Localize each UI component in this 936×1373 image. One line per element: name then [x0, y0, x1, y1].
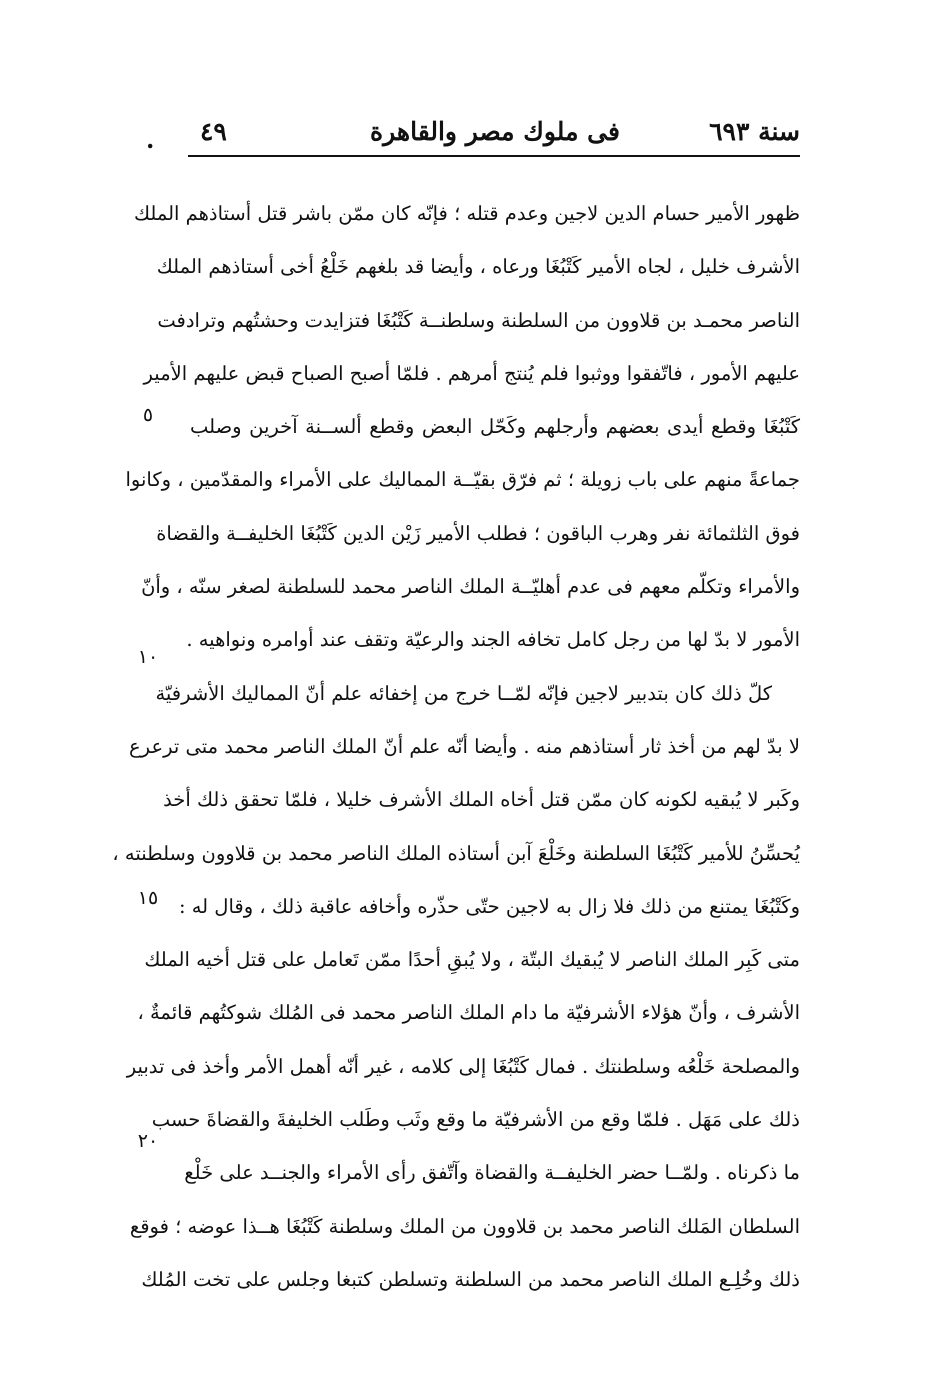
text-line: الأشرف ، وأنّ هؤلاء الأشرفيّة ما دام الملك الناصر محمد فى المُلك شوكتُهم قائمةٌ ، — [137, 1001, 800, 1025]
text-line: والمصلحة خَلْعُه وسلطنتك . فمال كَتْبُغَا إلى كلامه ، غير أنّه أهمل الأمر وأخذ فى تدبير — [126, 1054, 800, 1078]
text-line: لا بدّ لهم من أخذ ثار أستاذهم منه . وأيضا أنّه علم أنّ الملك الناصر محمد متى ترعرع — [129, 734, 800, 758]
text-line: ما ذكرناه . ولمّــا حضر الخليفــة والقضاة وآتّفق رأى الأمراء والجنــد على خَلْع — [184, 1161, 800, 1185]
text-line: متى كَبِر الملك الناصر لا يُبقيك البتّة ، ولا يُبقِ أحدًا ممّن تَعامل على قتل أخيه الملك — [144, 948, 800, 972]
text-line: ذلك على مَهَل . فلمّا وقع من الأشرفيّة ما وقع وثَب وطَلب الخليفةَ والقضاةَ حسب — [151, 1108, 800, 1132]
text-line: يُحسِّنُ للأمير كَتْبُغَا السلطنة وخَلْعَ آبن أستاذه الملك الناصر محمد بن قلاوون وسلطنته ، — [112, 841, 800, 865]
text-line: وكَتْبُغَا يمتنع من ذلك فلا زال به لاجين حتّى حذّره وأخافه عاقبة ذلك ، وقال له : — [178, 894, 800, 918]
text-line: الأشرف خليل ، لجاه الأمير كَتْبُغَا ورعاه ، وأيضا قد بلغهم خَلْعُ أخى أستاذهم الملك — [156, 255, 800, 279]
text-line: ذلك وخُلِـع الملك الناصر محمد من السلطنة وتسلطن كتبغا وجلس على تخت المُلك — [141, 1267, 800, 1291]
header-rule — [188, 155, 800, 157]
text-line: فوق الثلثمائة نفر وهرب الباقون ؛ فطلب الأمير زَيْن الدين كَتْبُغَا الخليفــة والقضاة — [156, 521, 800, 545]
header-year: سنة ٦٩٣ — [709, 117, 800, 146]
text-line: جماعةً منهم على باب زويلة ؛ ثم فرّق بقيّــة المماليك على الأمراء والمقدّمين ، وكانوا — [125, 468, 800, 492]
text-line: وكَبر لا يُبقيه لكونه كان ممّن قتل أخاه الملك الأشرف خليلا ، فلمّا تحقق ذلك أخذ — [163, 788, 800, 812]
text-line: الأمور لا بدّ لها من رجل كامل تخافه الجند والرعيّة وتقف عند أوامره ونواهيه . — [186, 628, 800, 652]
line-number-marker: ٢٠ — [137, 1130, 159, 1152]
text-line: كَتْبُغَا وقطع أيدى بعضهم وأرجلهم وكَحّل البعض وقطع ألســنة آخرين وصلب — [190, 415, 800, 439]
line-number-marker: ٥ — [142, 404, 154, 426]
line-number-marker: ١٠ — [137, 646, 159, 668]
text-line: عليهم الأمور ، فاتّفقوا ووثبوا فلم يُنتج أمرهم . فلمّا أصبح الصباح قبض عليهم الأمير — [143, 361, 800, 385]
page-header — [190, 112, 800, 156]
header-title: فى ملوك مصر والقاهرة — [370, 117, 620, 146]
text-line: كلّ ذلك كان بتدبير لاجين فإنّه لمّــا خرج من إخفائه علم أنّ المماليك الأشرفيّة — [155, 681, 772, 705]
text-line: ظهور الأمير حسام الدين لاجين وعدم قتله ؛ فإنّه كان ممّن باشر قتل أستاذهم الملك — [133, 202, 800, 225]
page-number: ٤٩ — [200, 117, 227, 146]
text-line: السلطان المَلك الناصر محمد بن قلاوون من الملك وسلطنة كَتْبُغَا هــذا عوضه ؛ فوقع — [129, 1214, 800, 1238]
text-line: والأمراء وتكلّم معهم فى عدم أهليّــة الملك الناصر محمد للسلطنة لصغر سنّه ، وأنّ — [141, 575, 800, 599]
line-number-marker: ١٥ — [137, 887, 159, 909]
text-line: الناصر محمـد بن قلاوون من السلطنة وسلطنــة كَتْبُغَا فتزايدت وحشتُهم وترادفت — [157, 308, 800, 332]
header-dot: . — [146, 125, 155, 154]
